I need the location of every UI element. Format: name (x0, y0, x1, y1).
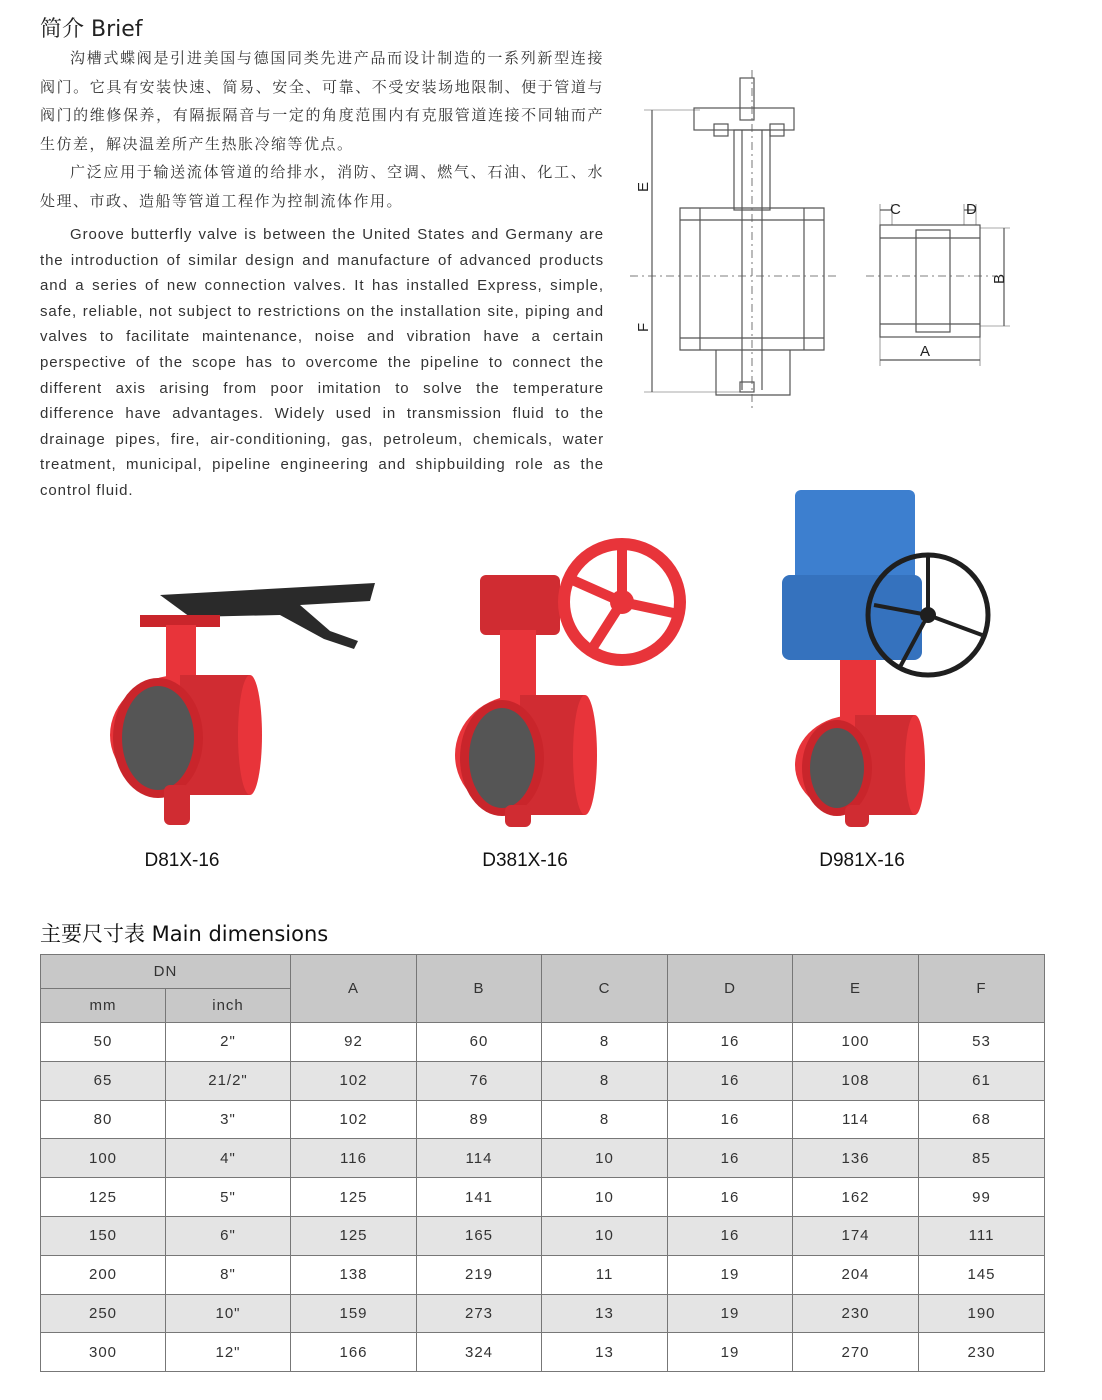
table-cell: 190 (919, 1294, 1045, 1333)
header-inch: inch (166, 989, 291, 1023)
header-dn: DN (41, 955, 291, 989)
table-cell: 60 (417, 1023, 542, 1062)
caption-d981x: D981X-16 (819, 850, 905, 871)
table-cell: 50 (41, 1023, 166, 1062)
label-F: F (635, 322, 652, 332)
table-cell: 19 (668, 1333, 793, 1372)
table-cell: 116 (291, 1139, 417, 1178)
header-mm: mm (41, 989, 166, 1023)
table-cell: 16 (668, 1023, 793, 1062)
dimensions-heading: 主要尺寸表 Main dimensions (40, 922, 329, 946)
brief-heading: 简介 Brief (40, 17, 143, 42)
drawing-top-flange (694, 108, 794, 130)
electric-actuator (795, 490, 915, 585)
table-cell: 13 (542, 1333, 668, 1372)
table-row (41, 1294, 1045, 1333)
header-b: B (417, 955, 542, 1023)
table-cell: 21/2" (166, 1061, 291, 1100)
label-A: A (920, 343, 931, 360)
table-row (41, 1216, 1045, 1255)
table-cell: 108 (793, 1061, 919, 1100)
caption-d381x: D381X-16 (482, 850, 568, 871)
brief-en-paragraph: Groove butterfly valve is between the United States and Germany are the introduction of similar design and manufacture of advanced products and a series of new connection valves. It has installed Express, simple, safe, reliable, not subject to restrictions on the installation site, piping and valves to facilitate maintenance, noise and vibration have a certain perspective of the scope has to overcome the pipeline to connect the different axis arising from poor imitation to solve the temperature difference have advantages. Widely used in transmission fluid to the drainage pipes, fire, air-conditioning, gas, petroleum, chemicals, water treatment, municipal, pipeline engineering and shipbuilding role as the control fluid. (40, 226, 604, 499)
table-cell: 16 (668, 1178, 793, 1217)
table-cell: 61 (919, 1061, 1045, 1100)
table-cell: 230 (919, 1333, 1045, 1372)
table-cell: 114 (793, 1100, 919, 1139)
table-cell: 145 (919, 1255, 1045, 1294)
table-cell: 2" (166, 1023, 291, 1062)
table-cell: 89 (417, 1100, 542, 1139)
table-cell: 166 (291, 1333, 417, 1372)
table-cell: 159 (291, 1294, 417, 1333)
gearbox (480, 575, 560, 635)
table-cell: 85 (919, 1139, 1045, 1178)
table-cell: 19 (668, 1255, 793, 1294)
label-E: E (635, 181, 652, 192)
valve-photo-d81x (100, 575, 390, 835)
table-cell: 165 (417, 1216, 542, 1255)
table-cell: 6" (166, 1216, 291, 1255)
table-cell: 141 (417, 1178, 542, 1217)
header-a: A (291, 955, 417, 1023)
table-cell: 162 (793, 1178, 919, 1217)
table-row (41, 1333, 1045, 1372)
label-D: D (966, 201, 977, 218)
table-cell: 76 (417, 1061, 542, 1100)
table-cell: 16 (668, 1216, 793, 1255)
table-cell: 80 (41, 1100, 166, 1139)
table-cell: 10 (542, 1178, 668, 1217)
table-cell: 102 (291, 1061, 417, 1100)
table-cell: 273 (417, 1294, 542, 1333)
table-cell: 125 (41, 1178, 166, 1217)
dimensions-table-body (41, 1023, 1045, 1372)
table-cell: 8 (542, 1061, 668, 1100)
table-cell: 3" (166, 1100, 291, 1139)
table-row (41, 1100, 1045, 1139)
table-cell: 100 (793, 1023, 919, 1062)
caption-d81x: D81X-16 (144, 850, 220, 871)
valve-dimension-drawing (630, 70, 1030, 430)
table-cell: 102 (291, 1100, 417, 1139)
table-row (41, 1061, 1045, 1100)
header-c: C (542, 955, 668, 1023)
header-e: E (793, 955, 919, 1023)
table-cell: 219 (417, 1255, 542, 1294)
brief-english-text (40, 222, 604, 504)
label-C: C (890, 201, 901, 218)
table-cell: 150 (41, 1216, 166, 1255)
table-cell: 200 (41, 1255, 166, 1294)
label-B: B (991, 273, 1008, 284)
table-cell: 10 (542, 1216, 668, 1255)
table-cell: 16 (668, 1061, 793, 1100)
valve-photo-d381x (450, 530, 690, 830)
header-f: F (919, 955, 1045, 1023)
table-cell: 10" (166, 1294, 291, 1333)
table-cell: 8 (542, 1023, 668, 1062)
table-cell: 13 (542, 1294, 668, 1333)
table-cell: 12" (166, 1333, 291, 1372)
table-cell: 125 (291, 1178, 417, 1217)
table-row (41, 1139, 1045, 1178)
brief-cn-paragraph-1: 沟槽式蝶阀是引进美国与德国同类先进产品而设计制造的一系列新型连接阀门。它具有安装快速、简易、安全、可靠、不受安装场地限制、便于管道与阀门的维修保养，有隔振隔音与一定的角度范围内有克服管道连接不同轴而产生仿差，解决温差所产生热胀冷缩等优点。 (40, 49, 604, 153)
table-cell: 99 (919, 1178, 1045, 1217)
table-cell: 19 (668, 1294, 793, 1333)
brief-cn-paragraph-2: 广泛应用于输送流体管道的给排水，消防、空调、燃气、石油、化工、水处理、市政、造船等管道工程作为控制流体作用。 (40, 163, 604, 210)
table-cell: 8" (166, 1255, 291, 1294)
table-cell: 250 (41, 1294, 166, 1333)
table-cell: 230 (793, 1294, 919, 1333)
valve-photo-d981x (770, 485, 1000, 830)
header-d: D (668, 955, 793, 1023)
table-cell: 16 (668, 1100, 793, 1139)
table-cell: 16 (668, 1139, 793, 1178)
table-cell: 174 (793, 1216, 919, 1255)
table-cell: 125 (291, 1216, 417, 1255)
table-cell: 53 (919, 1023, 1045, 1062)
table-cell: 300 (41, 1333, 166, 1372)
brief-chinese-text (40, 44, 604, 215)
table-cell: 8 (542, 1100, 668, 1139)
table-cell: 11 (542, 1255, 668, 1294)
table-cell: 92 (291, 1023, 417, 1062)
table-cell: 114 (417, 1139, 542, 1178)
table-cell: 10 (542, 1139, 668, 1178)
table-cell: 68 (919, 1100, 1045, 1139)
table-cell: 324 (417, 1333, 542, 1372)
dimensions-table (40, 954, 1045, 1372)
table-row (41, 1255, 1045, 1294)
table-row (41, 1178, 1045, 1217)
drawing-side-view (880, 225, 980, 337)
table-cell: 270 (793, 1333, 919, 1372)
table-cell: 65 (41, 1061, 166, 1100)
table-cell: 100 (41, 1139, 166, 1178)
table-cell: 204 (793, 1255, 919, 1294)
table-cell: 111 (919, 1216, 1045, 1255)
table-cell: 5" (166, 1178, 291, 1217)
table-cell: 138 (291, 1255, 417, 1294)
table-cell: 136 (793, 1139, 919, 1178)
table-row (41, 1023, 1045, 1062)
table-cell: 4" (166, 1139, 291, 1178)
